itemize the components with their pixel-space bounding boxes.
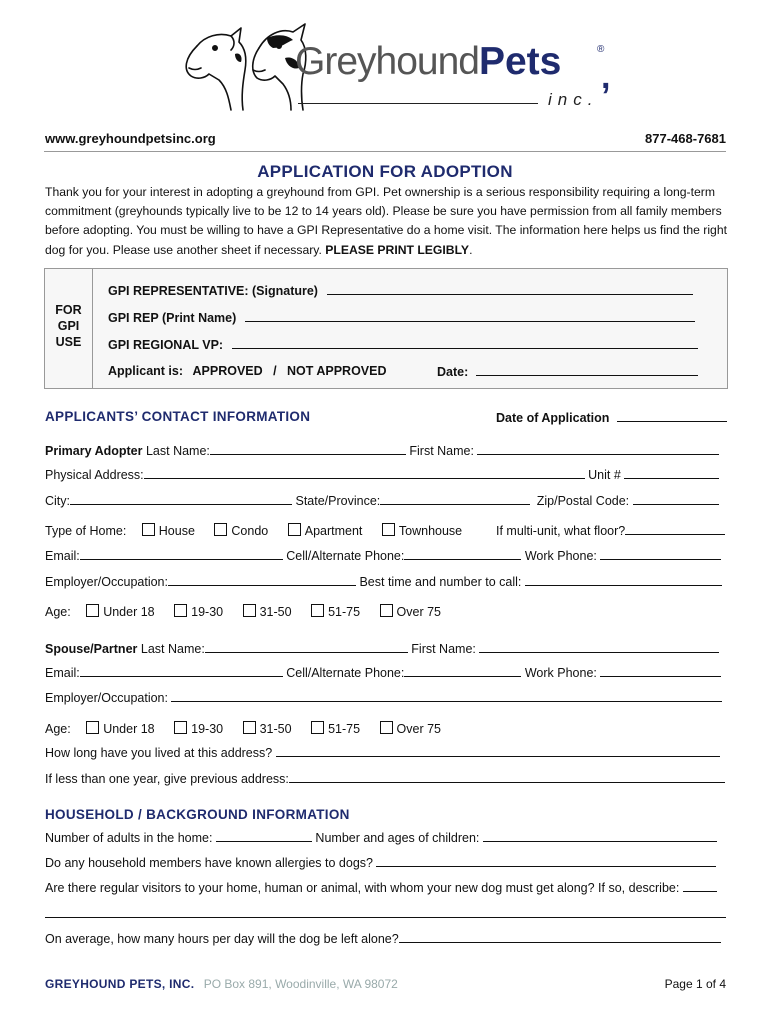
spouse-partner-label: Spouse/Partner (45, 642, 138, 656)
spouse-age-19-30-label: 19-30 (191, 722, 224, 736)
primary-email-label: Email: (45, 549, 80, 563)
primary-employer-row (45, 574, 722, 589)
adults-label: Number of adults in the home: (45, 831, 213, 845)
physical-address-label: Physical Address: (45, 468, 144, 482)
spouse-email-field[interactable] (80, 665, 283, 677)
spouse-cell-field[interactable] (404, 665, 521, 677)
primary-age-under18-checkbox[interactable] (86, 604, 99, 617)
spouse-last-name-label: Last Name: (140, 642, 205, 656)
hours-alone-row (45, 931, 721, 946)
primary-adopter-label: Primary Adopter (45, 444, 143, 458)
primary-last-name-label: Last Name: (145, 444, 210, 458)
spouse-work-label: Work Phone: (524, 666, 597, 680)
state-field[interactable] (380, 493, 530, 505)
footer-org-name: GREYHOUND PETS, INC. (45, 977, 195, 991)
type-of-home-row (45, 523, 462, 538)
physical-address-row (45, 467, 719, 482)
spouse-name-row (45, 641, 719, 656)
gpi-rep-print-label: GPI REP (Print Name) (108, 311, 237, 325)
how-long-field[interactable] (276, 745, 720, 757)
gpi-rep-print-field[interactable] (245, 310, 695, 322)
previous-address-row (45, 771, 725, 786)
spouse-age-19-30-checkbox[interactable] (174, 721, 187, 734)
primary-age-51-75-label: 51-75 (328, 605, 361, 619)
state-label: State/Province: (295, 494, 381, 508)
unit-label: Unit # (588, 468, 621, 482)
primary-age-31-50-checkbox[interactable] (243, 604, 256, 617)
home-apartment-checkbox[interactable] (288, 523, 301, 536)
spouse-age-under18-checkbox[interactable] (86, 721, 99, 734)
allergies-row (45, 855, 716, 870)
footer-address: PO Box 891, Woodinville, WA 98072 (203, 977, 398, 991)
spouse-employer-label: Employer/Occupation: (45, 691, 168, 705)
spouse-last-name-field[interactable] (205, 641, 408, 653)
type-of-home-label: Type of Home: (45, 524, 127, 538)
spouse-age-under18-label: Under 18 (103, 722, 155, 736)
spouse-phone-row (45, 665, 721, 680)
home-apartment-label: Apartment (304, 524, 363, 538)
visitors-continuation-row (45, 906, 726, 921)
gpi-rep-signature-label: GPI REPRESENTATIVE: (Signature) (108, 284, 318, 298)
primary-employer-field[interactable] (168, 574, 356, 586)
primary-age-label: Age: (45, 605, 71, 619)
city-label: City: (45, 494, 70, 508)
spouse-cell-label: Cell/Alternate Phone: (286, 666, 405, 680)
spouse-age-51-75-label: 51-75 (328, 722, 361, 736)
spouse-employer-row (45, 690, 722, 705)
intro-end: . (469, 242, 473, 257)
home-condo-checkbox[interactable] (214, 523, 227, 536)
how-long-row (45, 745, 720, 760)
primary-age-row (45, 604, 441, 619)
home-house-label: House (158, 524, 195, 538)
gpi-rep-signature-field[interactable] (327, 283, 693, 295)
children-field[interactable] (483, 830, 717, 842)
unit-field[interactable] (624, 467, 719, 479)
applicant-status-row (108, 364, 387, 378)
spouse-age-31-50-checkbox[interactable] (243, 721, 256, 734)
primary-age-19-30-checkbox[interactable] (174, 604, 187, 617)
primary-email-field[interactable] (80, 548, 283, 560)
previous-address-label: If less than one year, give previous address: (45, 772, 289, 786)
hours-alone-field[interactable] (399, 931, 721, 943)
primary-age-31-50-label: 31-50 (259, 605, 292, 619)
brand-pets: Pets (478, 40, 562, 83)
gpi-regional-vp-row (108, 337, 698, 352)
how-long-label: How long have you lived at this address? (45, 746, 273, 760)
primary-cell-label: Cell/Alternate Phone: (286, 549, 405, 563)
gpi-regional-vp-field[interactable] (232, 337, 698, 349)
city-field[interactable] (70, 493, 292, 505)
home-townhouse-label: Townhouse (398, 524, 463, 538)
gpi-rep-print-row (108, 310, 695, 325)
best-time-field[interactable] (525, 574, 722, 586)
brand-comma: , (601, 58, 611, 96)
best-time-label: Best time and number to call: (359, 575, 522, 589)
header-divider (44, 151, 726, 152)
page-title: APPLICATION FOR ADOPTION (257, 162, 513, 181)
primary-employer-label: Employer/Occupation: (45, 575, 168, 589)
multi-unit-field[interactable] (625, 523, 725, 535)
date-of-application-field[interactable] (617, 410, 727, 422)
physical-address-field[interactable] (144, 467, 585, 479)
primary-age-under18-label: Under 18 (103, 605, 155, 619)
primary-last-name-field[interactable] (210, 443, 406, 455)
brand-underline (298, 103, 538, 104)
page-number: Page 1 of 4 (664, 977, 726, 991)
registered-mark: ® (597, 44, 605, 55)
phone-number: 877-468-7681 (645, 131, 726, 146)
intro-paragraph (45, 183, 731, 260)
date-of-application-row (496, 410, 727, 425)
spouse-age-51-75-checkbox[interactable] (311, 721, 324, 734)
zip-label: Zip/Postal Code: (536, 494, 630, 508)
website-link[interactable]: www.greyhoundpetsinc.org (45, 131, 216, 146)
brand-inc: inc. (548, 90, 599, 109)
spouse-age-over75-checkbox[interactable] (380, 721, 393, 734)
primary-first-name-field[interactable] (477, 443, 719, 455)
multi-unit-label: If multi-unit, what floor? (496, 524, 626, 538)
brand-wordmark (295, 40, 561, 84)
spouse-age-over75-label: Over 75 (396, 722, 441, 736)
gpi-date-label: Date: (437, 365, 469, 379)
spouse-email-label: Email: (45, 666, 80, 680)
previous-address-field[interactable] (289, 771, 725, 783)
primary-phone-row (45, 548, 721, 563)
primary-name-row (45, 443, 719, 458)
adults-field[interactable] (216, 830, 312, 842)
brand-name: Greyhound (295, 40, 479, 83)
contact-section-heading: APPLICANTS’ CONTACT INFORMATION (45, 409, 311, 424)
spouse-age-31-50-label: 31-50 (259, 722, 292, 736)
intro-text: Thank you for your interest in adopting a greyhound from GPI. Pet ownership is a serious responsibility requiring a long-term commitment (greyhounds typically live to be 12 to 14 years old). Please be sure you have permission from all family members before adopting. You must be willing to have a GPI Representative do a home visit. The information here helps us find the right dog for you. Please use another sheet if necessary. (45, 185, 728, 257)
home-townhouse-checkbox[interactable] (382, 523, 395, 536)
children-label: Number and ages of children: (315, 831, 480, 845)
spouse-first-name-label: First Name: (411, 642, 476, 656)
spouse-employer-field[interactable] (171, 690, 722, 702)
spouse-work-field[interactable] (600, 665, 721, 677)
hours-alone-label: On average, how many hours per day will the dog be left alone? (45, 932, 399, 946)
footer-address-block (45, 977, 398, 991)
allergies-field[interactable] (376, 855, 716, 867)
primary-cell-field[interactable] (404, 548, 521, 560)
primary-age-over75-checkbox[interactable] (380, 604, 393, 617)
visitors-row (45, 880, 717, 895)
spouse-age-row (45, 721, 441, 736)
gpi-regional-vp-label: GPI REGIONAL VP: (108, 338, 224, 352)
multi-unit-row (496, 523, 725, 538)
zip-field[interactable] (633, 493, 719, 505)
approval-options[interactable]: APPROVED / NOT APPROVED (192, 364, 387, 378)
visitors-field[interactable] (683, 880, 717, 892)
visitors-label: Are there regular visitors to your home, human or animal, with whom your new dog must get along? If so, describe: (45, 881, 680, 895)
gpi-date-field[interactable] (476, 364, 698, 376)
primary-age-over75-label: Over 75 (396, 605, 441, 619)
spouse-age-label: Age: (45, 722, 71, 736)
primary-first-name-label: First Name: (409, 444, 474, 458)
gpi-date-row (437, 364, 698, 379)
visitors-continuation-field[interactable] (45, 906, 726, 918)
applicant-is-label: Applicant is: (108, 364, 184, 378)
date-of-application-label: Date of Application (496, 411, 610, 425)
city-row (45, 493, 719, 508)
primary-age-19-30-label: 19-30 (191, 605, 224, 619)
home-house-checkbox[interactable] (142, 523, 155, 536)
intro-emphasis: PLEASE PRINT LEGIBLY (325, 242, 470, 257)
allergies-label: Do any household members have known allergies to dogs? (45, 856, 373, 870)
primary-work-field[interactable] (600, 548, 721, 560)
household-section-heading: HOUSEHOLD / BACKGROUND INFORMATION (45, 807, 350, 822)
primary-age-51-75-checkbox[interactable] (311, 604, 324, 617)
spouse-first-name-field[interactable] (479, 641, 719, 653)
primary-work-label: Work Phone: (524, 549, 597, 563)
gpi-rep-signature-row (108, 283, 693, 298)
adults-children-row (45, 830, 717, 845)
home-condo-label: Condo (231, 524, 269, 538)
for-gpi-use-label: FOR GPI USE (55, 303, 82, 349)
